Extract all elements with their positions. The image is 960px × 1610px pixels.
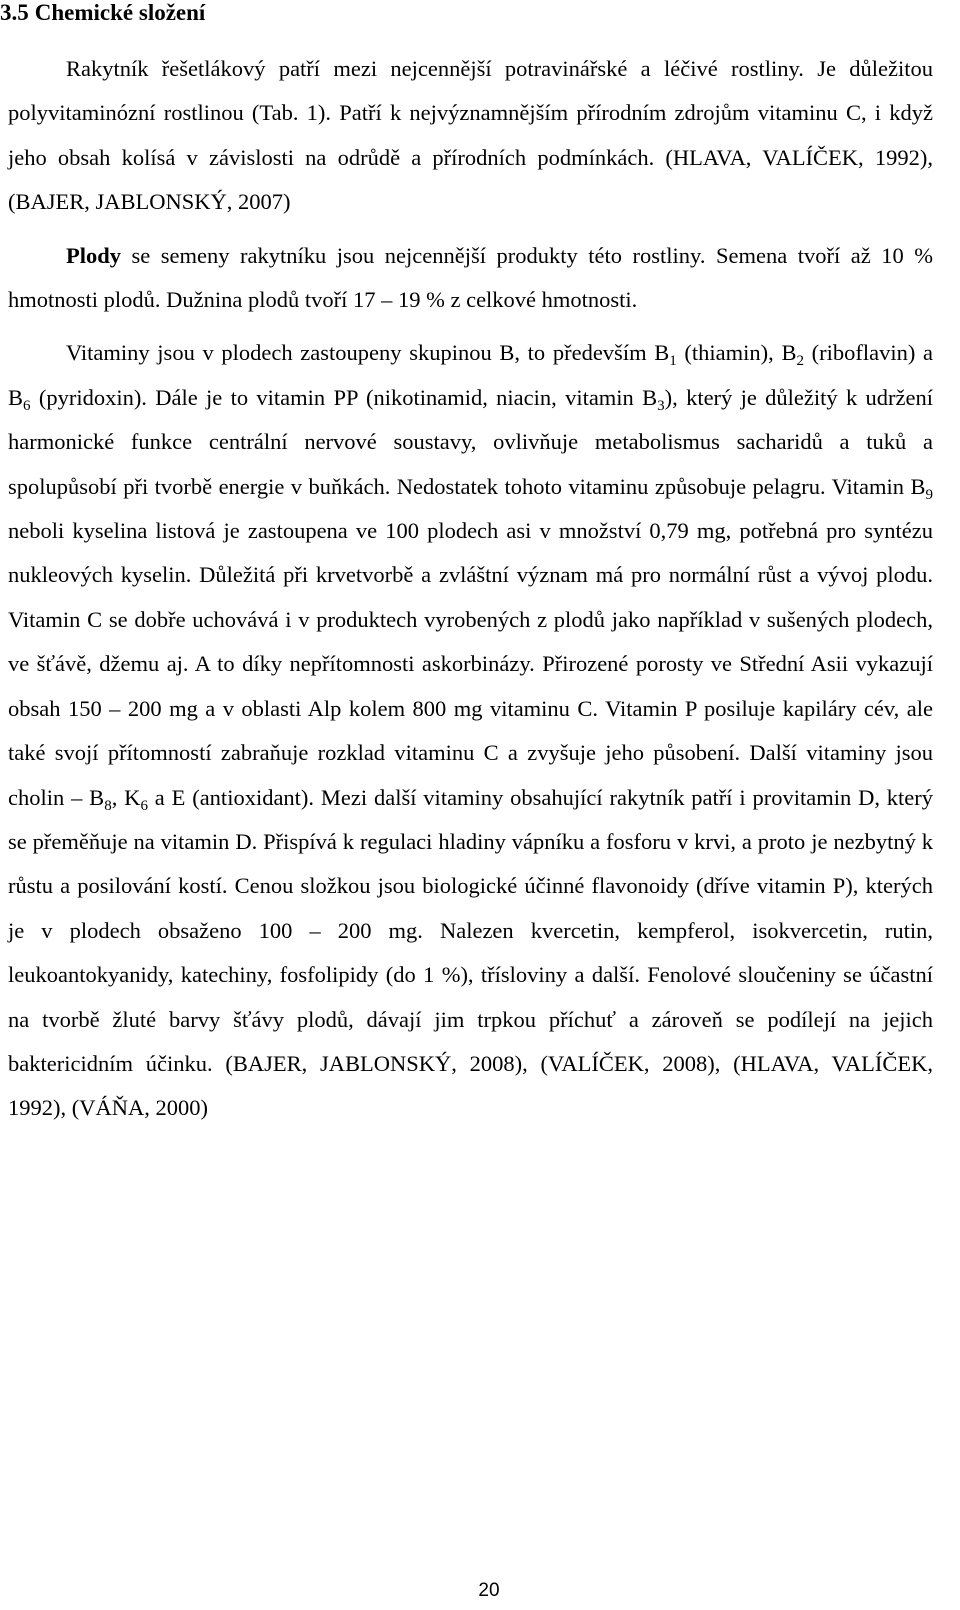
- section-heading: [0, 0, 205, 28]
- section-number: 3.5: [0, 0, 29, 25]
- section-title: Chemické složení: [34, 0, 206, 25]
- paragraph-fruits-text: se semeny rakytníku jsou nejcennější produkty této rostliny. Semena tvoří až 10 % hmotnosti plodů. Dužnina plodů tvoří 17 – 19 % z celkové hmotnosti.: [8, 242, 933, 313]
- text-segment: Vitaminy jsou v plodech zastoupeny skupinou B, to především B: [66, 340, 670, 366]
- subscript: 2: [796, 353, 804, 370]
- text-segment: ), který je důležitý k udržení harmonické funkce centrální nervové soustavy, ovlivňuje metabolismus sacharidů a tuků a spolupůsobí při tvorbě energie v buňkách. Nedostatek tohoto vitaminu způsobuje pelagru. Vitamin B: [8, 384, 933, 499]
- bold-term-plody: Plody: [66, 242, 122, 268]
- text-segment: , K: [111, 784, 141, 810]
- text-segment: a E (antioxidant). Mezi další vitaminy obsahující rakytník patří i provitamin D, který se přeměňuje na vitamin D. Přispívá k regulaci hladiny vápníku a fosforu v krvi, a proto je nezbytný k růstu a posilování kostí. Cenou složkou jsou biologické účinné flavonoidy (dříve vitamin P), kterých je v plodech obsaženo 100 – 200 mg. Nalezen kvercetin, kempferol, isokvercetin, rutin, leukoantokyanidy, katechiny, fosfolipidy (do 1 %), třísloviny a další. Fenolové sloučeniny se účastní na tvorbě žluté barvy šťávy plodů, dávají jim trpkou příchuť a zároveň se podílejí na jejich baktericidním účinku. (BAJER, JABLONSKÝ, 2008), (VALÍČEK, 2008), (HLAVA, VALÍČEK, 1992), (VÁŇA, 2000): [8, 784, 934, 1121]
- subscript: 8: [104, 797, 112, 814]
- subscript: 6: [140, 797, 148, 814]
- text-segment: (riboflavin) a B: [8, 340, 933, 410]
- paragraph-intro: Rakytník řešetlákový patří mezi nejcennější potravinářské a léčivé rostliny. Je důležitou polyvitaminózní rostlinou (Tab. 1). Patří k nejvýznamnějším přírodním zdrojům vitaminu C, i když jeho obsah kolísá v závislosti na odrůdě a přírodních podmínkách. (HLAVA, VALÍČEK, 1992), (BAJER, JABLONSKÝ, 2007): [8, 56, 933, 215]
- subscript: 1: [669, 353, 677, 370]
- body-text: [8, 47, 933, 1131]
- subscript: 9: [925, 486, 933, 503]
- text-segment: (thiamin), B: [676, 340, 797, 366]
- text-segment: neboli kyselina listová je zastoupena ve 100 plodech asi v množství 0,79 mg, potřebná pro syntézu nukleových kyselin. Důležitá při krvetvorbě a zvláštní význam má pro normální růst a vývoj plodu. Vitamin C se dobře uchovává i v produktech vyrobených z plodů jako například v sušených plodech, ve šťávě, džemu aj. A to díky nepřítomnosti askorbinázy. Přirozené porosty ve Střední Asii vykazují obsah 150 – 200 mg a v oblasti Alp kolem 800 mg vitaminu C. Vitamin P posiluje kapiláry cév, ale také svojí přítomností zabraňuje rozklad vitaminu C a zvyšuje jeho působení. Další vitaminy jsou cholin – B: [8, 518, 933, 810]
- page-number: 20: [478, 1580, 500, 1601]
- text-segment: (pyridoxin). Dále je to vitamin PP (nikotinamid, niacin, vitamin B: [30, 384, 658, 410]
- subscript: 3: [657, 397, 665, 414]
- paragraph-fruits: [8, 234, 933, 323]
- paragraph-vitamins: [8, 331, 933, 1130]
- subscript: 6: [23, 397, 31, 414]
